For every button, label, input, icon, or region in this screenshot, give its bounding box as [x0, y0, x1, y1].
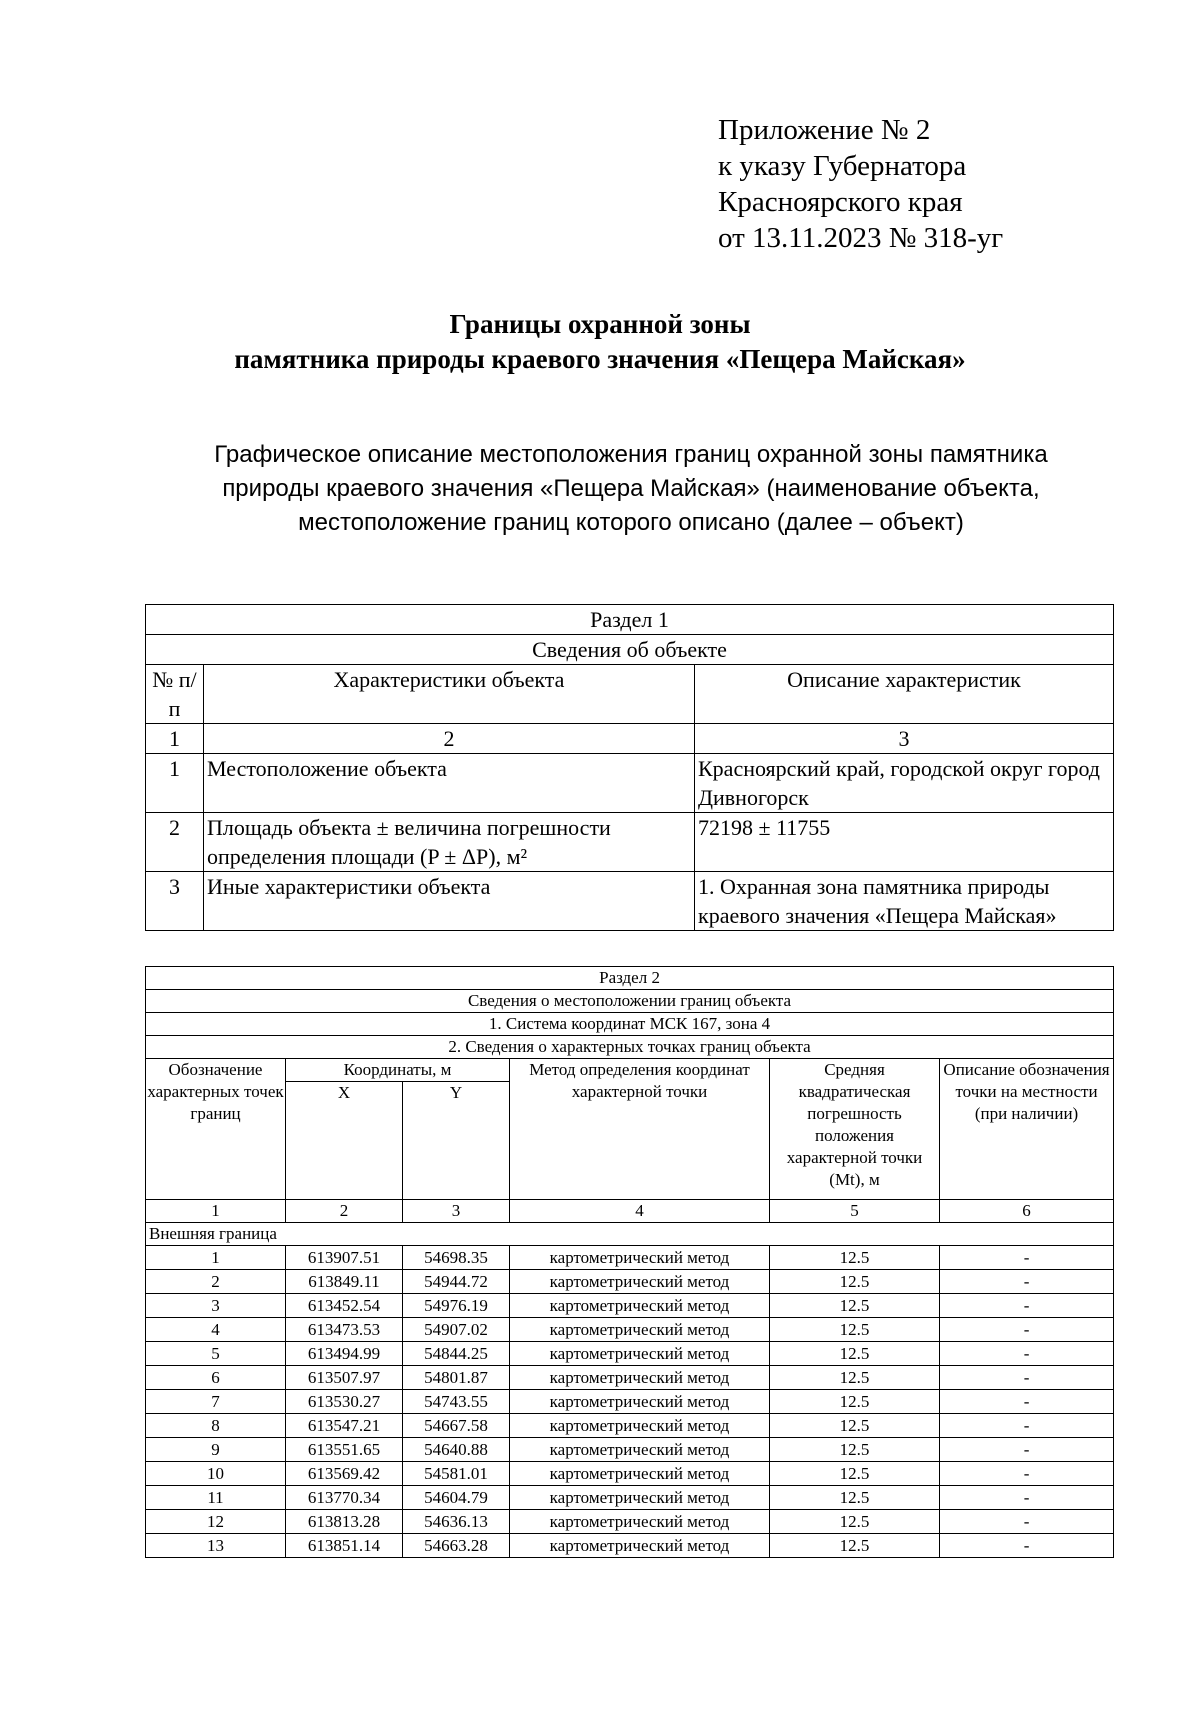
point-mt: 12.5 [770, 1318, 940, 1342]
col-y-header: Y [403, 1082, 510, 1200]
col-index: 5 [770, 1200, 940, 1223]
point-y: 54844.25 [403, 1342, 510, 1366]
section2-table [145, 966, 1114, 1558]
point-y: 54801.87 [403, 1366, 510, 1390]
point-method: картометрический метод [510, 1318, 770, 1342]
point-method: картометрический метод [510, 1366, 770, 1390]
point-y: 54604.79 [403, 1486, 510, 1510]
point-mt: 12.5 [770, 1366, 940, 1390]
col-index: 3 [403, 1200, 510, 1223]
section1-subheading: Сведения об объекте [146, 635, 1114, 665]
col-num-header: № п/п [146, 665, 204, 724]
point-number: 2 [146, 1270, 286, 1294]
col-x-header: X [286, 1082, 403, 1200]
col-designation-header: Обозначение характерных точек границ [146, 1059, 286, 1200]
row-description: Красноярский край, городской округ город Дивногорск [695, 754, 1114, 813]
table-row [146, 1390, 1114, 1414]
table-row [146, 1462, 1114, 1486]
point-number: 8 [146, 1414, 286, 1438]
point-desc: - [940, 1414, 1114, 1438]
table-row [146, 1414, 1114, 1438]
point-mt: 12.5 [770, 1414, 940, 1438]
points-body [146, 1246, 1114, 1558]
point-desc: - [940, 1390, 1114, 1414]
annex-header [718, 112, 1003, 256]
point-desc: - [940, 1270, 1114, 1294]
point-mt: 12.5 [770, 1534, 940, 1558]
col-char-header: Характеристики объекта [204, 665, 695, 724]
table-row [146, 1342, 1114, 1366]
point-number: 13 [146, 1534, 286, 1558]
point-x: 613851.14 [286, 1534, 403, 1558]
point-number: 10 [146, 1462, 286, 1486]
table-row [146, 1318, 1114, 1342]
point-method: картометрический метод [510, 1342, 770, 1366]
points-title: 2. Сведения о характерных точках границ объекта [146, 1036, 1114, 1059]
point-x: 613547.21 [286, 1414, 403, 1438]
point-mt: 12.5 [770, 1390, 940, 1414]
point-mt: 12.5 [770, 1486, 940, 1510]
point-number: 6 [146, 1366, 286, 1390]
point-desc: - [940, 1294, 1114, 1318]
point-x: 613473.53 [286, 1318, 403, 1342]
point-desc: - [940, 1246, 1114, 1270]
point-x: 613813.28 [286, 1510, 403, 1534]
point-desc: - [940, 1342, 1114, 1366]
point-method: картометрический метод [510, 1510, 770, 1534]
point-desc: - [940, 1438, 1114, 1462]
document-subtitle [0, 438, 1200, 540]
section1-table [145, 604, 1114, 931]
point-x: 613849.11 [286, 1270, 403, 1294]
point-method: картометрический метод [510, 1246, 770, 1270]
point-number: 5 [146, 1342, 286, 1366]
table-row [146, 1366, 1114, 1390]
point-mt: 12.5 [770, 1246, 940, 1270]
point-y: 54640.88 [403, 1438, 510, 1462]
point-desc: - [940, 1510, 1114, 1534]
col-method-header: Метод определения координат характерной точки [510, 1059, 770, 1200]
point-y: 54976.19 [403, 1294, 510, 1318]
annex-line: к указу Губернатора [718, 150, 967, 182]
point-x: 613770.34 [286, 1486, 403, 1510]
point-number: 11 [146, 1486, 286, 1510]
point-number: 3 [146, 1294, 286, 1318]
annex-line: Красноярского края [718, 186, 963, 218]
point-y: 54698.35 [403, 1246, 510, 1270]
point-x: 613907.51 [286, 1246, 403, 1270]
point-mt: 12.5 [770, 1270, 940, 1294]
subtitle-line: природы краевого значения «Пещера Майская» (наименование объекта, [222, 475, 1040, 502]
point-desc: - [940, 1366, 1114, 1390]
point-x: 613494.99 [286, 1342, 403, 1366]
point-y: 54663.28 [403, 1534, 510, 1558]
point-mt: 12.5 [770, 1462, 940, 1486]
point-method: картометрический метод [510, 1534, 770, 1558]
point-method: картометрический метод [510, 1294, 770, 1318]
table-row [146, 1510, 1114, 1534]
point-desc: - [940, 1318, 1114, 1342]
subtitle-line: Графическое описание местоположения границ охранной зоны памятника [214, 441, 1048, 468]
section2-heading: Раздел 2 [146, 967, 1114, 990]
point-number: 12 [146, 1510, 286, 1534]
point-x: 613452.54 [286, 1294, 403, 1318]
point-x: 613551.65 [286, 1438, 403, 1462]
point-method: картометрический метод [510, 1270, 770, 1294]
title-line: Границы охранной зоны [449, 309, 751, 339]
col-index: 1 [146, 1200, 286, 1223]
point-method: картометрический метод [510, 1414, 770, 1438]
point-y: 54667.58 [403, 1414, 510, 1438]
row-number: 3 [146, 872, 204, 931]
point-mt: 12.5 [770, 1438, 940, 1462]
point-method: картометрический метод [510, 1390, 770, 1414]
point-y: 54636.13 [403, 1510, 510, 1534]
point-y: 54581.01 [403, 1462, 510, 1486]
row-characteristic: Площадь объекта ± величина погрешности определения площади (P ± ΔP), м² [204, 813, 695, 872]
col-description-header: Описание обозначения точки на местности (при наличии) [940, 1059, 1114, 1200]
row-description: 1. Охранная зона памятника природы краевого значения «Пещера Майская» [695, 872, 1114, 931]
row-characteristic: Местоположение объекта [204, 754, 695, 813]
point-desc: - [940, 1462, 1114, 1486]
table-row [146, 1246, 1114, 1270]
annex-line: от 13.11.2023 № 318-уг [718, 222, 1004, 254]
outer-boundary-label: Внешняя граница [146, 1223, 1114, 1246]
table-row [146, 1270, 1114, 1294]
point-number: 7 [146, 1390, 286, 1414]
point-desc: - [940, 1486, 1114, 1510]
row-description: 72198 ± 11755 [695, 813, 1114, 872]
point-y: 54907.02 [403, 1318, 510, 1342]
point-x: 613530.27 [286, 1390, 403, 1414]
point-method: картометрический метод [510, 1438, 770, 1462]
point-x: 613507.97 [286, 1366, 403, 1390]
document-title [0, 307, 1200, 377]
subtitle-line: местоположение границ которого описано (далее – объект) [298, 509, 964, 536]
section1-heading: Раздел 1 [146, 605, 1114, 635]
col-desc-header: Описание характеристик [695, 665, 1114, 724]
col-index: 4 [510, 1200, 770, 1223]
point-mt: 12.5 [770, 1294, 940, 1318]
col-index: 6 [940, 1200, 1114, 1223]
point-y: 54944.72 [403, 1270, 510, 1294]
col-index: 1 [146, 724, 204, 754]
row-number: 1 [146, 754, 204, 813]
point-number: 4 [146, 1318, 286, 1342]
coordinate-system: 1. Система координат МСК 167, зона 4 [146, 1013, 1114, 1036]
col-error-header: Средняя квадратическая погрешность положения характерной точки (Mt), м [770, 1059, 940, 1200]
col-index: 3 [695, 724, 1114, 754]
point-method: картометрический метод [510, 1462, 770, 1486]
point-mt: 12.5 [770, 1510, 940, 1534]
point-mt: 12.5 [770, 1342, 940, 1366]
table-row [146, 1486, 1114, 1510]
table-row [146, 1534, 1114, 1558]
point-number: 1 [146, 1246, 286, 1270]
point-x: 613569.42 [286, 1462, 403, 1486]
point-method: картометрический метод [510, 1486, 770, 1510]
col-coords-header: Координаты, м [286, 1059, 510, 1082]
col-index: 2 [204, 724, 695, 754]
point-number: 9 [146, 1438, 286, 1462]
annex-line: Приложение № 2 [718, 114, 931, 146]
table-row [146, 1438, 1114, 1462]
point-y: 54743.55 [403, 1390, 510, 1414]
row-characteristic: Иные характеристики объекта [204, 872, 695, 931]
col-index: 2 [286, 1200, 403, 1223]
table-row [146, 1294, 1114, 1318]
point-desc: - [940, 1534, 1114, 1558]
section2-subheading: Сведения о местоположении границ объекта [146, 990, 1114, 1013]
row-number: 2 [146, 813, 204, 872]
title-line: памятника природы краевого значения «Пещера Майская» [234, 344, 966, 374]
